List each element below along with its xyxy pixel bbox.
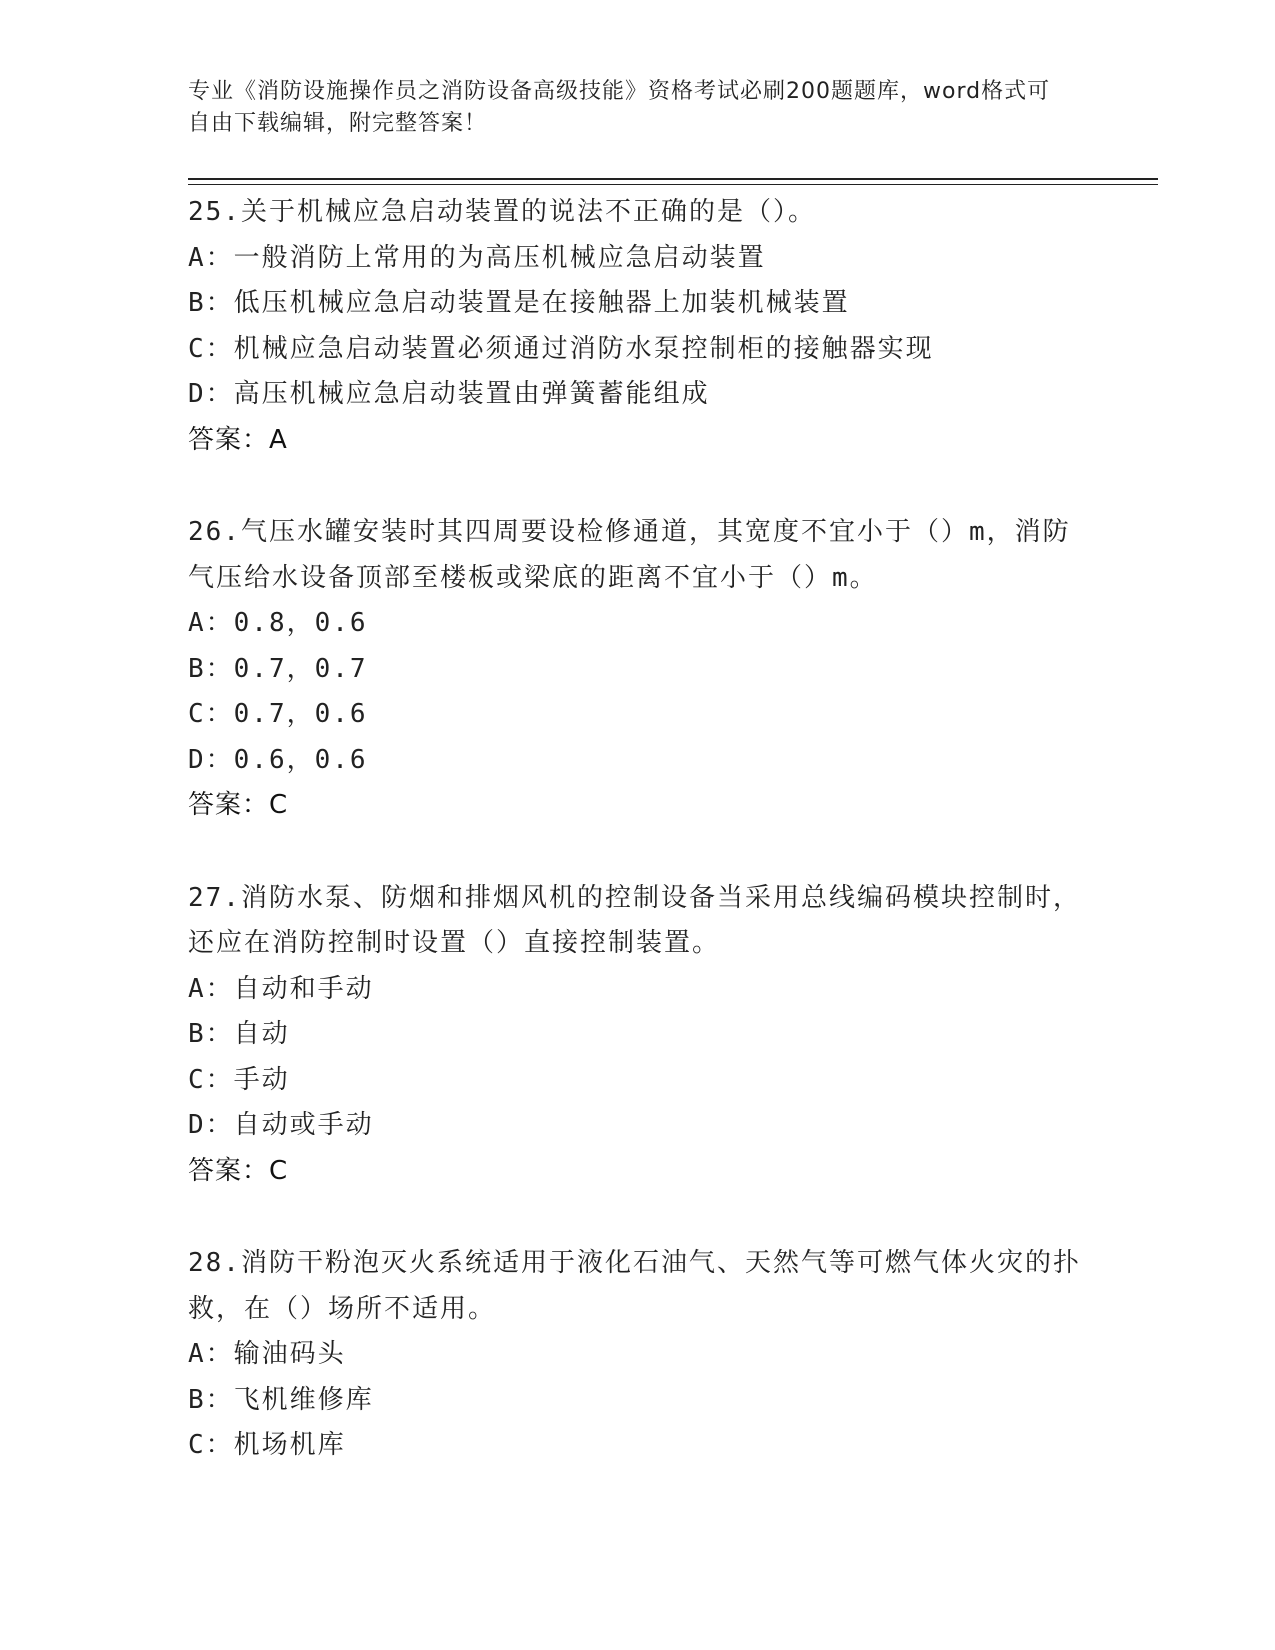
option-c: C：机械应急启动装置必须通过消防水泵控制柜的接触器实现 [188, 333, 934, 364]
question-stem: 27.消防水泵、防烟和排烟风机的控制设备当采用总线编码模块控制时，还应在消防控制时设置（）直接控制装置。 [188, 882, 1081, 958]
option-c: C：机场机库 [188, 1430, 346, 1460]
question-list [188, 190, 1088, 1516]
question-26 [188, 510, 1088, 829]
option-a: A：自动和手动 [188, 973, 374, 1004]
option-a: A：0.8，0.6 [188, 608, 368, 638]
option-b: B：0.7，0.7 [188, 653, 368, 684]
question-stem: 25.关于机械应急启动装置的说法不正确的是（）。 [188, 197, 816, 227]
option-c: C：手动 [188, 1064, 290, 1095]
document-header: 专业《消防设施操作员之消防设备高级技能》资格考试必刷200题题库，word格式可自由下载编辑，附完整答案！ [188, 79, 1051, 136]
option-b: B：低压机械应急启动装置是在接触器上加装机械装置 [188, 288, 850, 318]
option-a: A：输油码头 [188, 1339, 346, 1369]
header-divider-thick [188, 178, 1158, 180]
option-b: B：飞机维修库 [188, 1384, 374, 1415]
answer: 答案：A [188, 424, 288, 455]
option-a: A：一般消防上常用的为高压机械应急启动装置 [188, 242, 766, 273]
question-stem: 26.气压水罐安装时其四周要设检修通道，其宽度不宜小于（）m，消防气压给水设备顶部至楼板或梁底的距离不宜小于（）m。 [188, 517, 1071, 593]
option-d: D：自动或手动 [188, 1110, 374, 1140]
question-stem: 28.消防干粉泡灭火系统适用于液化石油气、天然气等可燃气体火灾的扑救，在（）场所不适用。 [188, 1248, 1081, 1324]
question-27 [188, 876, 1088, 1195]
question-28 [188, 1241, 1088, 1469]
option-b: B：自动 [188, 1019, 290, 1049]
question-25 [188, 190, 1088, 463]
option-d: D：高压机械应急启动装置由弹簧蓄能组成 [188, 379, 710, 409]
option-d: D：0.6，0.6 [188, 744, 368, 775]
answer: 答案：C [188, 790, 289, 820]
answer: 答案：C [188, 1155, 289, 1186]
header-divider-thin [188, 184, 1158, 185]
option-c: C：0.7，0.6 [188, 699, 368, 729]
